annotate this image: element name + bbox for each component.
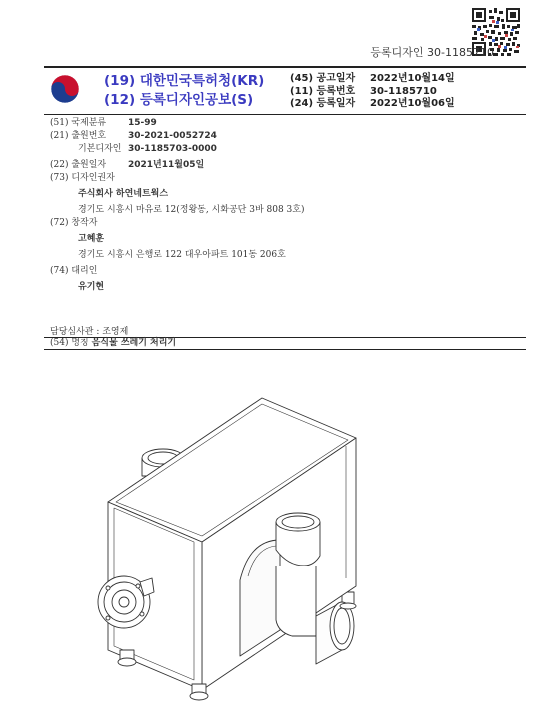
- owner-address: 경기도 시흥시 마유로 12(정왕동, 시화공단 3바 808 3호): [78, 205, 305, 215]
- creator-heading: (72) 창작자: [50, 218, 98, 228]
- design-drawing: [80, 380, 390, 710]
- title-rule-bottom: [44, 349, 526, 350]
- design-title-value: 음식물 쓰레기 처리기: [91, 338, 177, 348]
- owner-name: 주식회사 하연네트웍스: [78, 189, 169, 199]
- filing-date-row: (22) 출원일자 2021년11월05일: [50, 160, 205, 170]
- base-design-row: 기본디자인 30-1185703-0000: [78, 144, 217, 154]
- kipo-taeguk-logo-icon: [50, 74, 80, 104]
- creator-name: 고혜훈: [78, 234, 105, 244]
- owner-heading: (73) 디자인권자: [50, 173, 115, 183]
- design-title: [50, 338, 176, 349]
- bibliographic-data: [50, 117, 305, 294]
- header-rule-top: [44, 66, 526, 68]
- agent-heading: (74) 대리인: [50, 266, 98, 276]
- registration-reference: 등록디자인 30-1185710: [370, 46, 494, 59]
- publication-date-row: (45) 공고일자 2022년10월14일: [290, 73, 455, 84]
- issuing-office: [104, 72, 264, 110]
- design-title-label: (54) 명칭: [50, 338, 89, 348]
- application-number-row: (21) 출원번호 30-2021-0052724: [50, 131, 217, 141]
- creator-address: 경기도 시흥시 은행로 122 대우아파트 101동 206호: [78, 250, 286, 260]
- publication-info: [290, 73, 455, 111]
- registration-number-row: (11) 등록번호 30-1185710: [290, 85, 437, 97]
- examiner: 담당심사관 : 조영제: [50, 327, 129, 337]
- classification-row: (51) 국제분류 15-99: [50, 118, 157, 128]
- publication-type: (12) 등록디자인공보(S): [104, 92, 254, 108]
- agent-name: 유기현: [78, 282, 105, 292]
- header-rule-bottom: [44, 114, 526, 115]
- registration-date-row: (24) 등록일자 2022년10월06일: [290, 98, 455, 109]
- office-name: (19) 대한민국특허청(KR): [104, 73, 265, 89]
